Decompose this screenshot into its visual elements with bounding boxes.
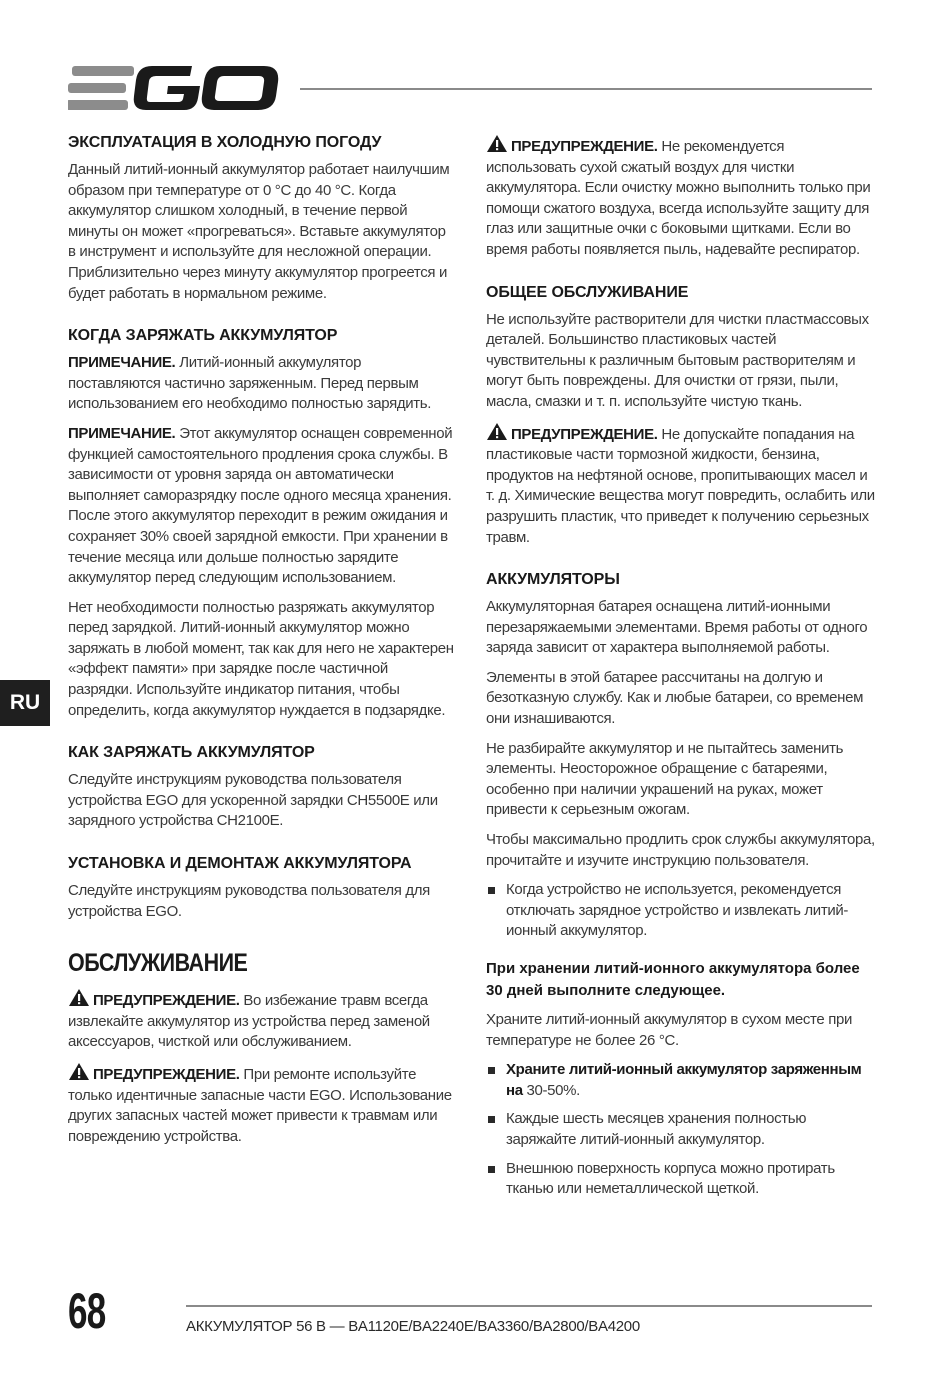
- warning-icon: [68, 1062, 90, 1081]
- note-2: ПРИМЕЧАНИЕ. Этот аккумулятор оснащен современной функцией самостоятельного продления срока службы. В зависимости от уровня заряда он автоматически выполняет саморазрядку после одного месяца хранения. После этого аккумулятор переходит в режим ожидания и сохраняет 30% своей зарядной емкости. При хранении в течение месяца или дольше полностью зарядите аккумулятор перед следующим использованием.: [68, 424, 453, 587]
- note-label: ПРИМЕЧАНИЕ.: [68, 354, 176, 372]
- header-rule: [300, 88, 872, 90]
- section-title-general-maintenance: ОБЩЕЕ ОБСЛУЖИВАНИЕ: [486, 283, 689, 301]
- right-column: [486, 134, 876, 1208]
- batteries-text-1: Аккумуляторная батарея оснащена литий-ионными перезаряжаемыми элементами. Время работы от одного заряда зависит от характера выполняемой работы.: [486, 598, 868, 657]
- batteries-text-2: Элементы в этой батарее рассчитаны на долгую и безотказную службу. Как и любые батареи, со временем они изнашиваются.: [486, 668, 864, 728]
- install-remove-text: Следуйте инструкциям руководства пользователя для устройства EGO.: [68, 882, 430, 920]
- note-1: ПРИМЕЧАНИЕ. Литий-ионный аккумулятор поставляются частично заряженным. Перед первым использованием его необходимо полностью зарядить.: [68, 354, 432, 413]
- warning-4: ПРЕДУПРЕЖДЕНИЕ. Не допускайте попадания на пластиковые части тормозной жидкости, бензина, продуктов на нефтяной основе, пропитывающих масел и т. д. Химические вещества могут повредить, ослабить или разрушить пластик, что приведет к получению серьезных травм.: [486, 422, 876, 549]
- storage-title: При хранении литий-ионного аккумулятора более 30 дней выполните следующее.: [486, 960, 860, 999]
- warning-label: ПРЕДУПРЕЖДЕНИЕ.: [511, 138, 658, 155]
- footer-text: АККУМУЛЯТОР 56 В — BA1120E/BA2240E/BA3360/BA2800/BA4200: [186, 1318, 640, 1335]
- maintenance-title: ОБСЛУЖИВАНИЕ: [68, 949, 248, 978]
- warning-label: ПРЕДУПРЕЖДЕНИЕ.: [93, 1066, 240, 1083]
- list-item: Внешнюю поверхность корпуса можно протирать тканью или неметаллической щеткой.: [486, 1159, 876, 1200]
- storage-list: [486, 1060, 876, 1200]
- cold-weather-text: Данный литий-ионный аккумулятор работает наилучшим образом при температуре от 0 °C до 40 °C. Когда аккумулятор слишком холодный, в течение первой минуты он может «прогреваться». Вставьте аккумулятор в инструмент и используйте для несложной операции. Приблизительно через минуту аккумулятор прогреется и будет работать в нормальном режиме.: [68, 161, 450, 302]
- bullet-icon: [488, 1166, 495, 1173]
- warning-icon: [486, 134, 508, 153]
- list-item: Храните литий-ионный аккумулятор заряженным на 30-50%.: [486, 1060, 876, 1101]
- footer-rule: [186, 1305, 872, 1307]
- left-column: [68, 134, 456, 1156]
- language-tab: RU: [0, 680, 50, 726]
- batteries-list: [486, 880, 876, 942]
- warning-label: ПРЕДУПРЕЖДЕНИЕ.: [93, 992, 240, 1010]
- section-title-cold-weather: ЭКСПЛУАТАЦИЯ В ХОЛОДНУЮ ПОГОДУ: [68, 134, 382, 151]
- warning-icon: [486, 422, 508, 441]
- section-title-when-to-charge: КОГДА ЗАРЯЖАТЬ АККУМУЛЯТОР: [68, 327, 338, 345]
- general-maintenance-text: Не используйте растворители для чистки пластмассовых деталей. Большинство пластиковых частей чувствительны к различным бытовым растворителям и могут быть повреждены. Для очистки от грязи, пыли, масла, смазки и т. п. используйте чистую ткань.: [486, 310, 869, 410]
- section-title-install-remove: УСТАНОВКА И ДЕМОНТАЖ АККУМУЛЯТОРА: [68, 855, 412, 873]
- batteries-text-3: Не разбирайте аккумулятор и не пытайтесь заменить элементы. Неосторожное обращение с батареями, особенно при наличии украшений на руках, может привести к серьезным ожогам.: [486, 739, 844, 819]
- warning-icon: [68, 988, 90, 1007]
- how-to-charge-text: Следуйте инструкциям руководства пользователя устройства EGO для ускоренной зарядки CH5500E или зарядного устройства CH2100E.: [68, 771, 438, 830]
- when-to-charge-text: Нет необходимости полностью разряжать аккумулятор перед зарядкой. Литий-ионный аккумулятор можно заряжать в любой момент, так как для него не характерен «эффект памяти» при зарядке после частичной разрядки. Используйте индикатор питания, чтобы определить, когда аккумулятор нуждается в подзарядке.: [68, 598, 454, 719]
- warning-label: ПРЕДУПРЕЖДЕНИЕ.: [511, 425, 658, 443]
- page-number: 68: [68, 1283, 106, 1339]
- section-title-batteries: АККУМУЛЯТОРЫ: [486, 571, 620, 589]
- list-item: Каждые шесть месяцев хранения полностью заряжайте литий-ионный аккумулятор.: [486, 1109, 876, 1150]
- warning-2: ПРЕДУПРЕЖДЕНИЕ. При ремонте используйте только идентичные запасные части EGO. Использование других запасных частей может привести к травмам или повреждению устройства.: [68, 1062, 456, 1147]
- note-label: ПРИМЕЧАНИЕ.: [68, 424, 176, 442]
- batteries-text-4: Чтобы максимально продлить срок службы аккумулятора, прочитайте и изучите инструкцию пользователя.: [486, 831, 875, 869]
- warning-1: ПРЕДУПРЕЖДЕНИЕ. Во избежание травм всегда извлекайте аккумулятор из устройства перед заменой аксессуаров, чисткой или обслуживанием.: [68, 988, 456, 1053]
- bullet-icon: [488, 1067, 495, 1074]
- ego-logo: [68, 64, 280, 112]
- storage-text: Храните литий-ионный аккумулятор в сухом месте при температуре не более 26 °C.: [486, 1011, 852, 1049]
- bullet-icon: [488, 887, 495, 894]
- bullet-icon: [488, 1116, 495, 1123]
- section-title-how-to-charge: КАК ЗАРЯЖАТЬ АККУМУЛЯТОР: [68, 744, 315, 762]
- list-item: Когда устройство не используется, рекомендуется отключать зарядное устройство и извлекать литий-ионный аккумулятор.: [486, 880, 876, 942]
- warning-3: ПРЕДУПРЕЖДЕНИЕ. Не рекомендуется использовать сухой сжатый воздух для чистки аккумулятора. Если очистку можно выполнить только при помощи сжатого воздуха, всегда используйте защиту для глаз или защитные очки с боковыми щитками. Если во время работы появляется пыль, надевайте респиратор.: [486, 134, 876, 261]
